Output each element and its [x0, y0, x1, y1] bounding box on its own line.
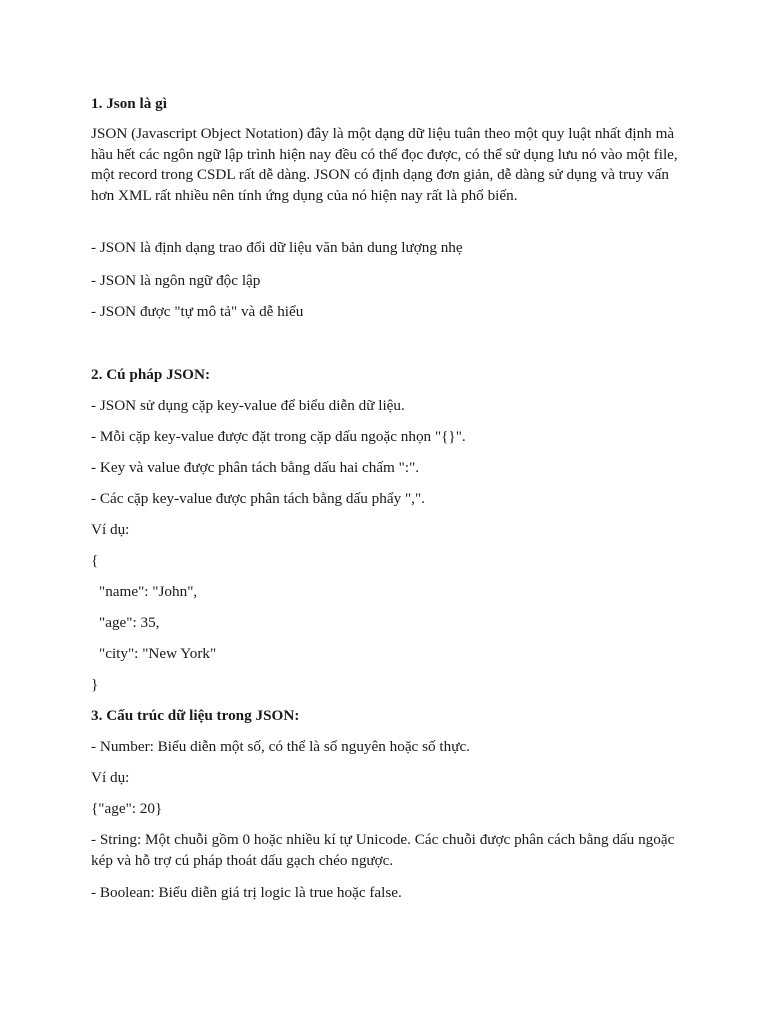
code-line: }: [91, 676, 99, 693]
section-1-heading: 1. Json là gì: [91, 95, 167, 112]
section-2-bullet: - Các cặp key-value được phân tách bằng dấu phẩy ",".: [91, 490, 425, 507]
section-2-bullet: - JSON sử dụng cặp key-value để biểu diễn dữ liệu.: [91, 397, 405, 414]
boolean-description: - Boolean: Biểu diễn giá trị logic là true hoặc false.: [91, 884, 402, 901]
code-line: "age": 35,: [99, 614, 160, 631]
number-description: - Number: Biểu diễn một số, có thể là số nguyên hoặc số thực.: [91, 738, 470, 755]
section-1-bullet: - JSON là định dạng trao đổi dữ liệu văn bản dung lượng nhẹ: [91, 239, 463, 256]
section-1-bullet: - JSON được "tự mô tả" và dễ hiểu: [91, 303, 304, 320]
code-line: "city": "New York": [99, 645, 217, 662]
section-1-bullet: - JSON là ngôn ngữ độc lập: [91, 272, 261, 289]
code-line: {: [91, 552, 99, 569]
section-2-heading: 2. Cú pháp JSON:: [91, 366, 211, 383]
number-example: {"age": 20}: [91, 800, 163, 817]
section-2-bullet: - Key và value được phân tách bằng dấu hai chấm ":".: [91, 459, 420, 476]
example-label: Ví dụ:: [91, 521, 130, 538]
section-1-intro: JSON (Javascript Object Notation) đây là một dạng dữ liệu tuân theo một quy luật nhất định mà hầu hết các ngôn ngữ lập trình hiện nay đều có thể đọc được, có thể sử dụng lưu nó vào một file, một record trong CSDL rất dễ dàng. JSON có định dạng đơn giản, dễ dàng sử dụng và truy vấn hơn XML rất nhiều nên tính ứng dụng của nó hiện nay rất là phổ biến.: [91, 125, 678, 205]
section-2-bullet: - Mỗi cặp key-value được đặt trong cặp dấu ngoặc nhọn "{}".: [91, 428, 466, 445]
section-3-heading: 3. Cấu trúc dữ liệu trong JSON:: [91, 707, 300, 724]
string-description: - String: Một chuỗi gồm 0 hoặc nhiều kí tự Unicode. Các chuỗi được phân cách bằng dấu ngoặc kép và hỗ trợ cú pháp thoát dấu gạch chéo ngược.: [91, 831, 675, 869]
example-label: Ví dụ:: [91, 769, 130, 786]
code-line: "name": "John",: [99, 583, 198, 600]
